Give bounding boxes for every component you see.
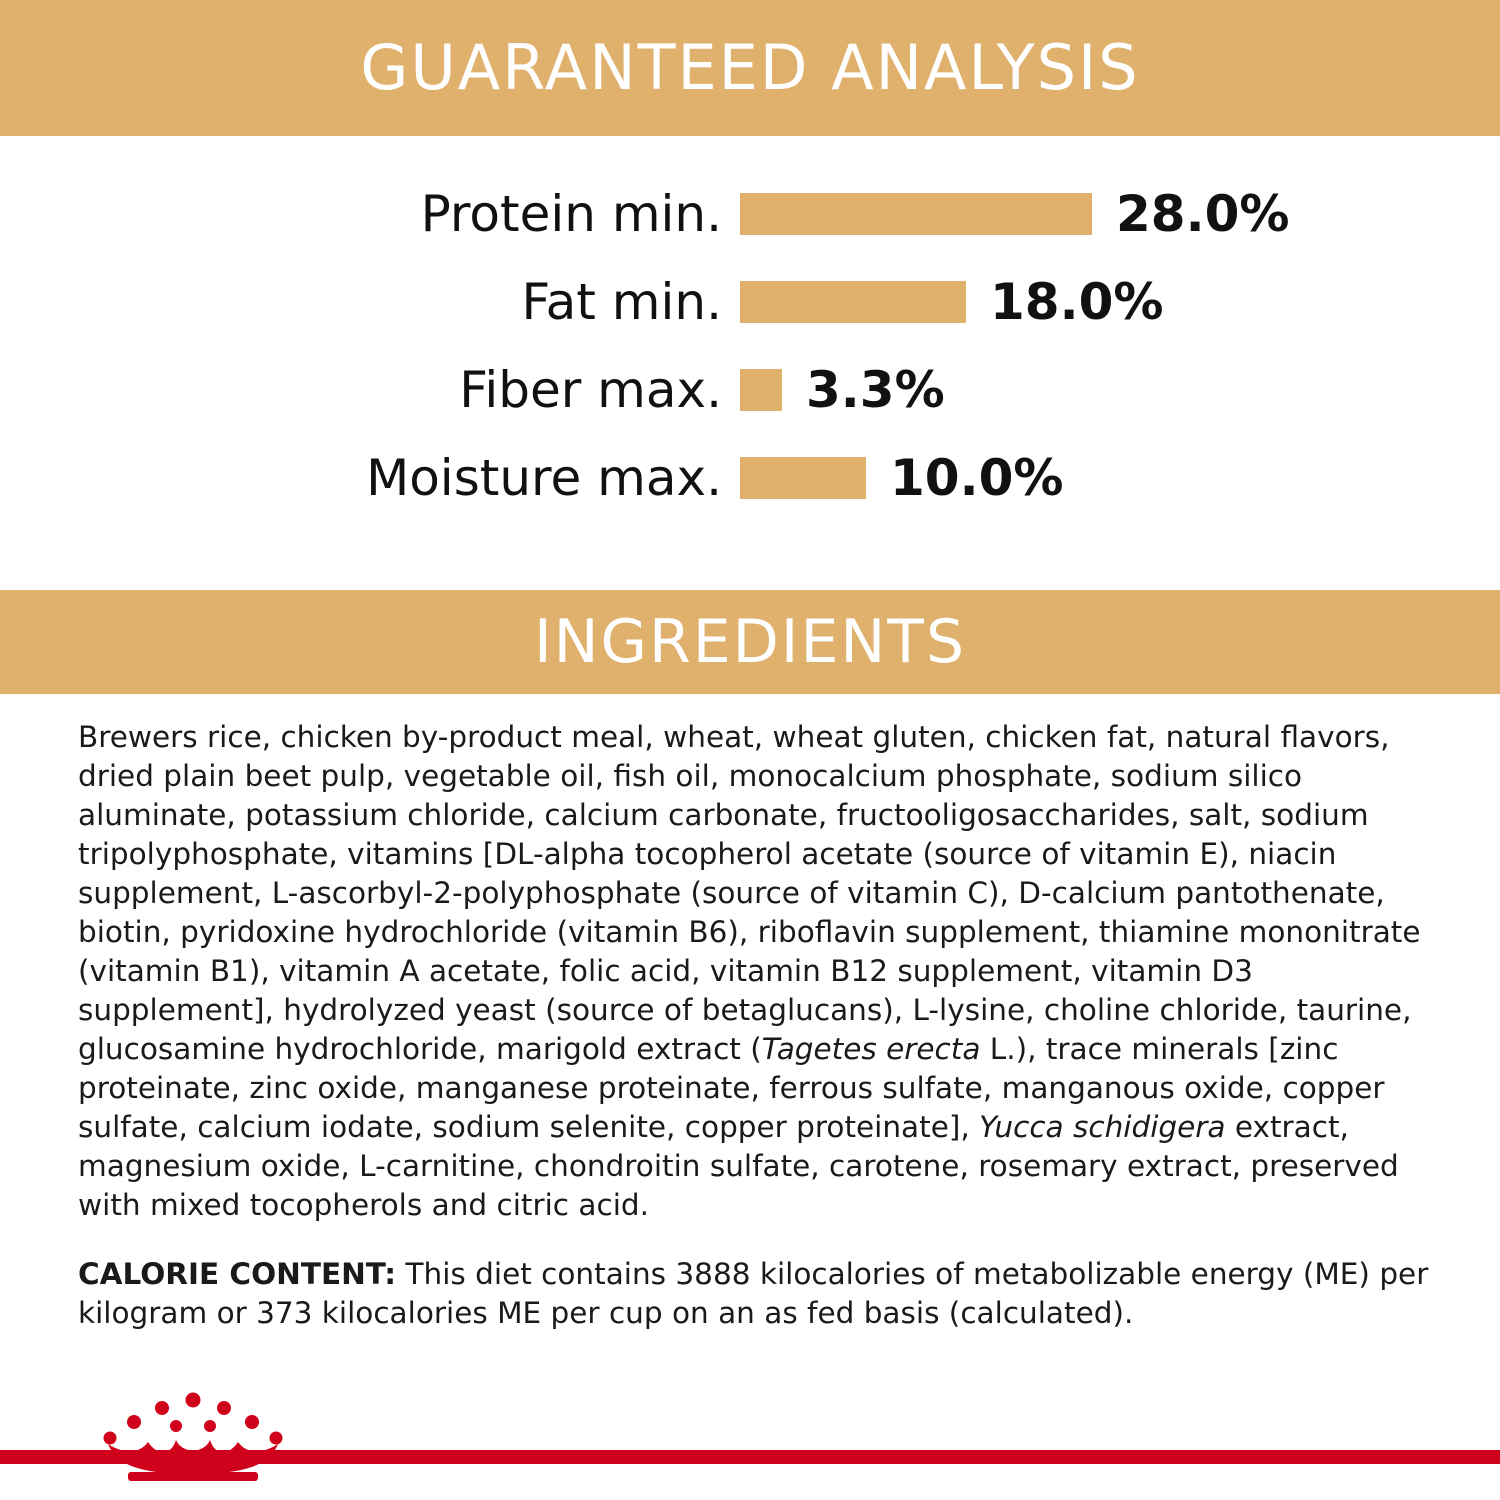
nutrient-label-moisture: Moisture max.: [366, 449, 722, 507]
nutrient-value-moisture: 10.0%: [890, 449, 1064, 507]
bar-fiber: [740, 369, 782, 411]
calorie-content: [78, 1255, 1433, 1333]
bar-group-protein: [740, 185, 1289, 243]
guaranteed-analysis-header: GUARANTEED ANALYSIS: [0, 0, 1500, 136]
ingredients-text-1: Brewers rice, chicken by-product meal, wheat, wheat gluten, chicken fat, natural flavors, dried plain beet pulp, vegetable oil, fish oil, monocalcium phosphate, sodium silico aluminate, potassium chloride, calcium carbonate, fructooligosaccharides, salt, sodium tripolyphosphate, vitamins [DL-alpha tocopherol acetate (source of vitamin E), niacin supplement, L-ascorbyl-2-polyphosphate (source of vitamin C), D-calcium pantothenate, biotin, pyridoxine hydrochloride (vitamin B6), riboflavin supplement, thiamine mononitrate (vitamin B1), vitamin A acetate, folic acid, vitamin B12 supplement, vitamin D3 supplement], hydrolyzed yeast (source of betaglucans), L-lysine, choline chloride, taurine, glucosamine hydrochloride, marigold extract (: [78, 720, 1421, 1066]
nutrient-value-fat: 18.0%: [990, 273, 1164, 331]
table-row: [0, 434, 1500, 522]
ingredients-body: [78, 718, 1433, 1363]
table-row: [0, 170, 1500, 258]
bar-group-fiber: [740, 361, 945, 419]
royal-canin-crown-logo: [98, 1392, 288, 1484]
table-row: [0, 346, 1500, 434]
bar-group-moisture: [740, 449, 1063, 507]
calorie-content-label: CALORIE CONTENT:: [78, 1257, 397, 1291]
nutrient-value-fiber: 3.3%: [806, 361, 945, 419]
bar-fat: [740, 281, 966, 323]
calorie-content-text: This diet contains 3888 kilocalories of metabolizable energy (ME) per kilogram or 373 kilocalories ME per cup on an as fed basis (calculated).: [78, 1257, 1429, 1330]
ingredients-italic-tagetes: Tagetes erecta: [761, 1032, 981, 1066]
footer: [0, 1388, 1500, 1500]
ingredients-italic-yucca: Yucca schidigera: [979, 1110, 1226, 1144]
ingredients-text-2: L.), trace minerals [zinc proteinate, zinc oxide, manganese proteinate, ferrous sulfate, manganous oxide, copper sulfate, calcium iodate, sodium selenite, copper proteinate],: [78, 1032, 1385, 1144]
table-row: [0, 258, 1500, 346]
ingredients-header: INGREDIENTS: [0, 590, 1500, 694]
bar-group-fat: [740, 273, 1163, 331]
ingredients-text-3: extract, magnesium oxide, L-carnitine, chondroitin sulfate, carotene, rosemary extract, preserved with mixed tocopherols and citric acid.: [78, 1110, 1399, 1222]
nutrient-value-protein: 28.0%: [1116, 185, 1290, 243]
nutrient-label-fat: Fat min.: [521, 273, 722, 331]
bar-moisture: [740, 457, 866, 499]
ingredients-list: [78, 718, 1433, 1225]
guaranteed-analysis-chart: [0, 170, 1500, 522]
nutrient-label-fiber: Fiber max.: [459, 361, 722, 419]
nutrient-label-protein: Protein min.: [420, 185, 722, 243]
bar-protein: [740, 193, 1092, 235]
